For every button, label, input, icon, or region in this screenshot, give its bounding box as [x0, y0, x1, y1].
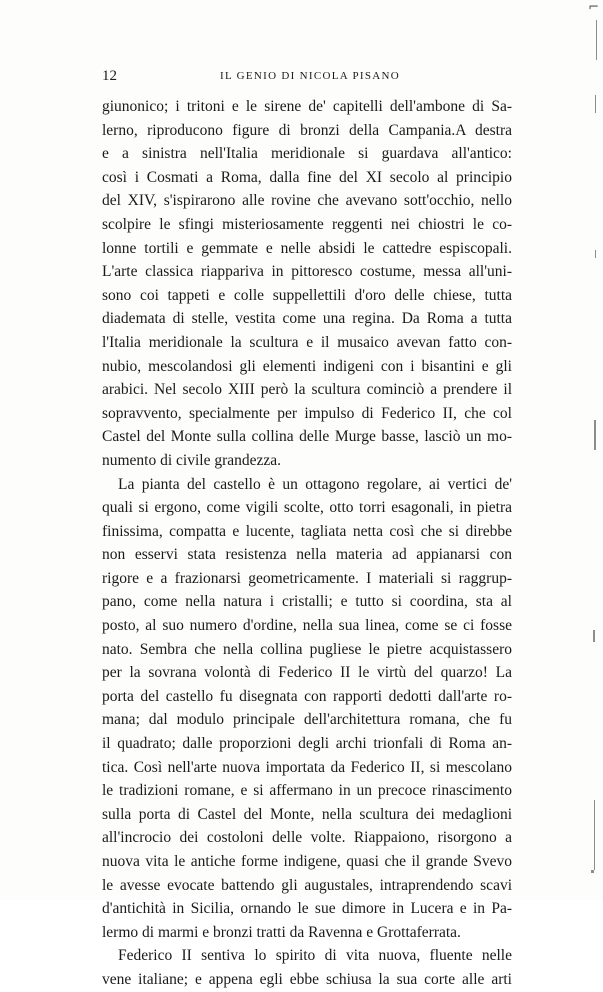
text-line: scolpire le sfingi misteriosamente reggenti nei chiostri le co- — [102, 215, 512, 233]
text-line: sono coi tappeti e colle suppellettili d'oro delle chiese, tutta — [102, 286, 512, 304]
scan-edge-mark — [594, 420, 596, 450]
text-line: diademata di stelle, vestita come una regina. Da Roma a tutta — [102, 310, 512, 328]
text-line: L'arte classica riappariva in pittoresco costume, messa all'uni- — [102, 263, 512, 281]
text-line: finissima, compatta e lucente, tagliata netta così che si direbbe — [102, 522, 512, 540]
text-line: e a sinistra nell'Italia meridionale si guardava all'antico: — [102, 145, 512, 163]
text-line: nuova vita le antiche forme indigene, quasi che il grande Svevo — [102, 853, 512, 870]
text-line: numento di civile grandezza. — [102, 451, 282, 469]
text-line: mana; dal modulo principale dell'architettura romana, che fu — [102, 711, 512, 729]
scan-edge-mark — [593, 630, 595, 642]
text-line: così i Cosmati a Roma, dalla fine del XI secolo al principio — [102, 168, 512, 186]
scan-edge-mark — [594, 800, 595, 870]
scan-edge-mark — [595, 95, 596, 113]
text-line: d'antichità in Sicilia, ornando le sue dimore in Lucera e in Pa- — [102, 900, 512, 918]
running-head — [102, 68, 512, 88]
text-line: per la sovrana volontà di Federico II le virtù del quarzo! La — [102, 664, 512, 682]
scan-corner-mark: ⌐ — [588, 0, 599, 15]
scan-edge-mark — [596, 20, 597, 60]
text-line: tica. Così nell'arte nuova importata da Federico II, si mescolano — [102, 758, 512, 776]
page-number: 12 — [102, 68, 117, 84]
text-line: giunonico; i tritoni e le sirene de' capitelli dell'ambone di Sa- — [102, 98, 512, 115]
text-line: Castel del Monte sulla collina delle Murge basse, lasciò un mo- — [102, 428, 512, 446]
text-line: il quadrato; dalle proporzioni degli archi trionfali di Roma an- — [102, 735, 512, 753]
scan-edge-mark — [591, 870, 594, 873]
text-line: posto, al suo numero d'ordine, nella sua linea, come se ci fosse — [102, 617, 512, 635]
text-line: porta del castello fu disegnata con rapporti dedotti dall'arte ro- — [102, 687, 512, 705]
text-line: sopravvento, specialmente per impulso di Federico II, che col — [102, 404, 512, 422]
text-line: nato. Sembra che nella collina pugliese le pietre acquistassero — [102, 640, 512, 658]
running-title: IL GENIO DI NICOLA PISANO — [220, 70, 400, 82]
scan-edge-mark — [595, 250, 596, 258]
text-line: quali si ergono, come vigili scolte, otto torri esagonali, in pietra — [102, 499, 512, 517]
text-line: arabici. Nel secolo XIII però la scultura cominciò a prendere il — [102, 381, 512, 399]
text-line: le tradizioni romane, e si affermano in un precoce rinascimento — [102, 782, 512, 800]
text-line: vene italiane; e appena egli ebbe schiusa la sua corte alle arti — [102, 970, 512, 988]
text-line: rigore e a frazionarsi geometricamente. I materiali si raggrup- — [102, 569, 512, 587]
text-line: pano, come nella natura i cristalli; e tutto si coordina, sta al — [102, 593, 512, 611]
text-line: le avesse evocate battendo gli augustales, intraprendendo scavi — [102, 876, 512, 894]
text-line: non esservi stata resistenza nella materia ad appianarsi con — [102, 546, 512, 564]
text-line: all'incrocio dei costoloni delle volte. Riappaiono, risorgono a — [102, 829, 512, 847]
body-text — [102, 95, 512, 992]
text-line: sulla porta di Castel del Monte, nella scultura dei medaglioni — [102, 805, 512, 823]
text-line: l'Italia meridionale la scultura e il musaico avevan fatto con- — [102, 333, 512, 351]
text-line: Federico II sentiva lo spirito di vita nuova, fluente nelle — [118, 947, 512, 965]
text-line: lerno, riproducono figure di bronzi della Campania.A destra — [102, 121, 512, 139]
text-line: lonne tortili e gemmate e nelle absidi le cattedre espiscopali. — [102, 239, 512, 257]
text-line: lermo di marmi e bronzi tratti da Ravenna e Grottaferrata. — [102, 923, 461, 941]
text-line: del XIV, s'ispirarono alle rovine che avevano sott'occhio, nello — [102, 192, 512, 210]
text-line: La pianta del castello è un ottagono regolare, ai vertici de' — [118, 475, 512, 493]
text-line: nubio, mescolandosi gli elementi indigeni con i bisantini e gli — [102, 357, 512, 375]
